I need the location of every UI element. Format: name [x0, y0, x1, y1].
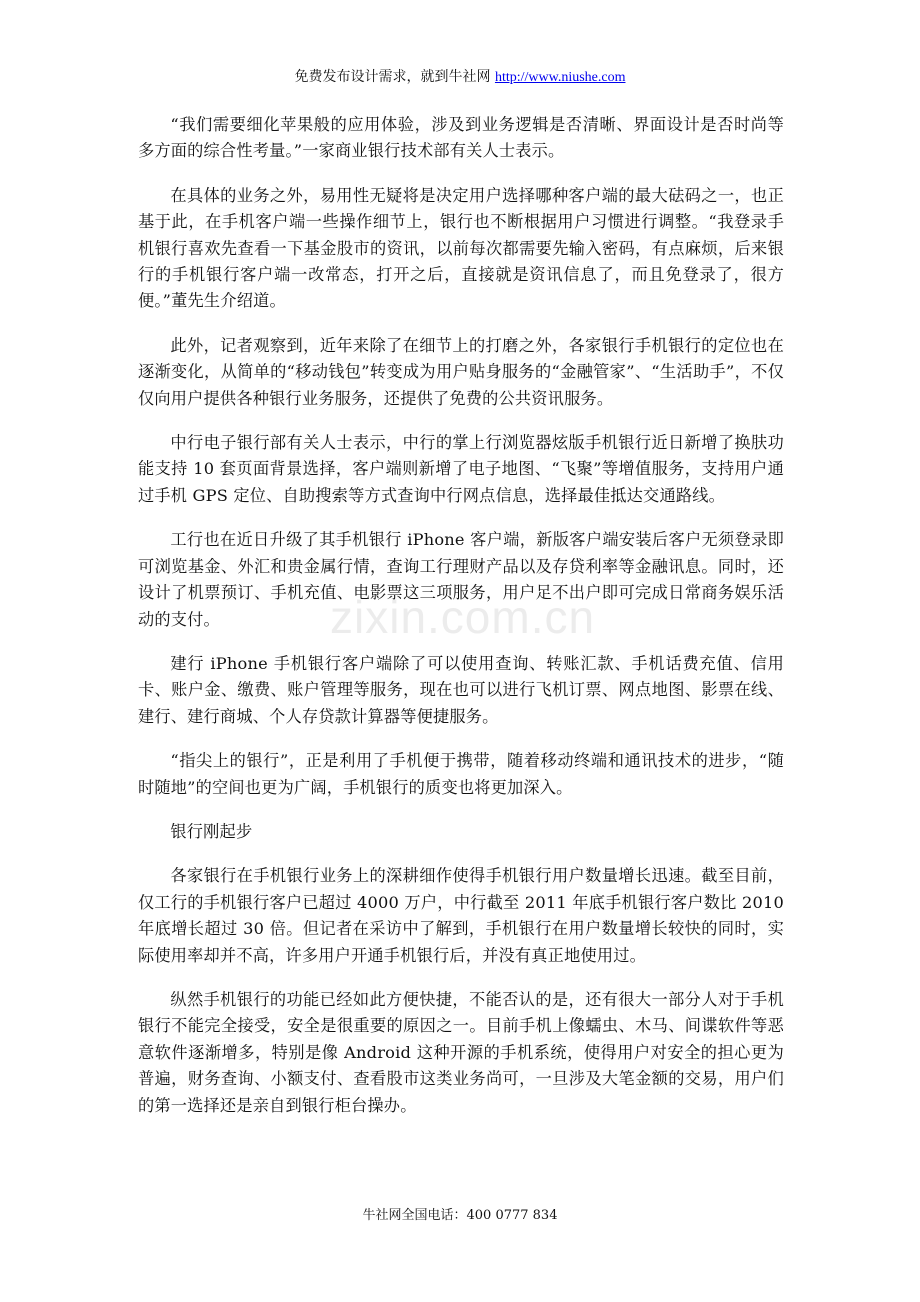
paragraph-1: “我们需要细化苹果般的应用体验，涉及到业务逻辑是否清晰、界面设计是否时尚等多方面的综合性考量。”一家商业银行技术部有关人士表示。 [138, 115, 784, 161]
paragraph-8: 各家银行在手机银行业务上的深耕细作使得手机银行用户数量增长迅速。截至目前，仅工行的手机银行客户已超过 4000 万户，中行截至 2011 年底手机银行客户数比 2010 年底增长超过 30 倍。但记者在采访中了解到，手机银行在用户数量增长较快的同时，实际使用率却并不高，许多用户开通手机银行后，并没有真正地使用过。 [138, 866, 784, 965]
paragraph-5: 工行也在近日升级了其手机银行 iPhone 客户端，新版客户端安装后客户无须登录即可浏览基金、外汇和贵金属行情，查询工行理财产品以及存贷利率等金融讯息。同时，还设计了机票预订、手机充值、电影票这三项服务，用户足不出户即可完成日常商务娱乐活动的支付。 [138, 530, 784, 629]
page-header [0, 66, 920, 89]
paragraph-9: 纵然手机银行的功能已经如此方便快捷，不能否认的是，还有很大一部分人对于手机银行不能完全接受，安全是很重要的原因之一。目前手机上像蠕虫、木马、间谍软件等恶意软件逐渐增多，特别是像 Android 这种开源的手机系统，使得用户对安全的担心更为普遍，财务查询、小额支付、查看股市这类业务尚可，一旦涉及大笔金额的交易，用户们的第一选择还是亲自到银行柜台操办。 [138, 989, 784, 1115]
paragraph-2: 在具体的业务之外，易用性无疑将是决定用户选择哪种客户端的最大砝码之一，也正基于此，在手机客户端一些操作细节上，银行也不断根据用户习惯进行调整。“我登录手机银行喜欢先查看一下基金股市的资讯，以前每次都需要先输入密码，有点麻烦，后来银行的手机银行客户端一改常态，打开之后，直接就是资讯信息了，而且免登录了，很方便。”董先生介绍道。 [138, 185, 784, 311]
header-link[interactable]: http://www.niushe.com [494, 70, 626, 85]
article-body [138, 112, 784, 1137]
paragraph-4: 中行电子银行部有关人士表示，中行的掌上行浏览器炫版手机银行近日新增了换肤功能支持 10 套页面背景选择，客户端则新增了电子地图、“飞聚”等增值服务，支持用户通过手机 GPS 定位、自助搜索等方式查询中行网点信息，选择最佳抵达交通路线。 [138, 433, 784, 505]
section-heading: 银行刚起步 [170, 821, 253, 841]
paragraph-7: “指尖上的银行”，正是利用了手机便于携带，随着移动终端和通讯技术的进步，“随时随地”的空间也更为广阔，手机银行的质变也将更加深入。 [138, 751, 784, 797]
paragraph-3: 此外，记者观察到，近年来除了在细节上的打磨之外，各家银行手机银行的定位也在逐渐变化，从简单的“移动钱包”转变成为用户贴身服务的“金融管家”、“生活助手”，不仅仅向用户提供各种银行业务服务，还提供了免费的公共资讯服务。 [138, 335, 784, 408]
paragraph-6: 建行 iPhone 手机银行客户端除了可以使用查询、转账汇款、手机话费充值、信用卡、账户金、缴费、账户管理等服务，现在也可以进行飞机订票、网点地图、影票在线、建行、建行商城、个人存贷款计算器等便捷服务。 [138, 653, 784, 726]
page-footer: 牛社网全国电话：400 0777 834 [362, 1208, 558, 1223]
header-text: 免费发布设计需求，就到牛社网 [294, 69, 495, 85]
watermark: zixin.com.cn [330, 591, 596, 643]
